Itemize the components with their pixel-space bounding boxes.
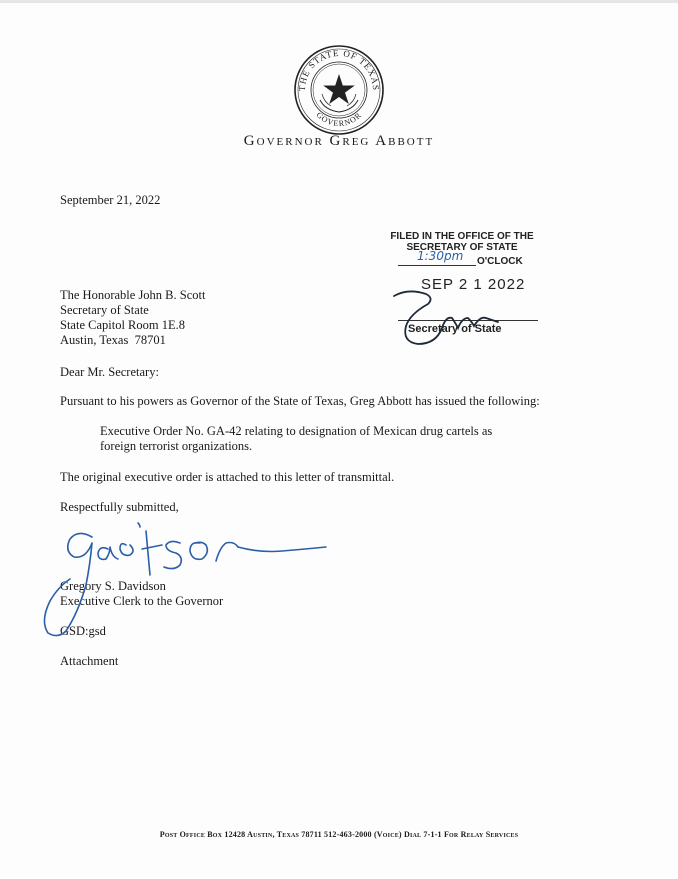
stamp-oclock: O'CLOCK: [477, 256, 523, 267]
closing: Respectfully submitted,: [60, 500, 179, 514]
letterhead-title: Governor Greg Abbott: [243, 133, 435, 149]
signer-title: Executive Clerk to the Governor: [60, 594, 224, 608]
seal-text-bottom: GOVERNOR: [314, 110, 364, 129]
order-line-2: foreign terrorist organizations.: [100, 439, 253, 453]
page-top-edge: [0, 0, 678, 3]
svg-text:GOVERNOR: [314, 110, 363, 128]
texas-governor-seal: [293, 44, 385, 136]
intro-paragraph: Pursuant to his powers as Governor of the State of Texas, Greg Abbott has issued the following:: [60, 394, 540, 408]
stamp-line-2: SECRETARY OF STATE: [406, 242, 518, 253]
recipient-city: Austin, Texas 78701: [60, 333, 166, 347]
enclosure-note: Attachment: [60, 654, 119, 668]
executive-clerk-signature: [30, 505, 340, 645]
salutation: Dear Mr. Secretary:: [60, 365, 159, 379]
attachment-note: The original executive order is attached to this letter of transmittal.: [60, 470, 395, 484]
stamp-line-1: FILED IN THE OFFICE OF THE: [390, 231, 534, 242]
signer-name: Gregory S. Davidson: [60, 579, 166, 593]
recipient-title: Secretary of State: [60, 303, 149, 317]
seal-text-top: THE STATE OF TEXAS: [296, 47, 382, 92]
stamp-handwritten-time: 1:30pm: [417, 249, 464, 263]
star-icon: [323, 74, 355, 104]
stamp-time-line: [398, 265, 476, 266]
stamp-label: Secretary of State: [408, 323, 502, 335]
reference-initials: GSD:gsd: [60, 624, 106, 638]
stamp-date: SEP 2 1 2022: [421, 276, 526, 293]
secretary-signature: [388, 284, 548, 356]
recipient-address: State Capitol Room 1E.8: [60, 318, 185, 332]
letter-date: September 21, 2022: [60, 193, 161, 207]
order-line-1: Executive Order No. GA-42 relating to designation of Mexican drug cartels as: [100, 424, 493, 438]
recipient-name: The Honorable John B. Scott: [60, 288, 206, 302]
footer-contact: Post Office Box 12428 Austin, Texas 78711 512-463-2000 (Voice) Dial 7-1-1 For Relay Services: [159, 830, 519, 839]
